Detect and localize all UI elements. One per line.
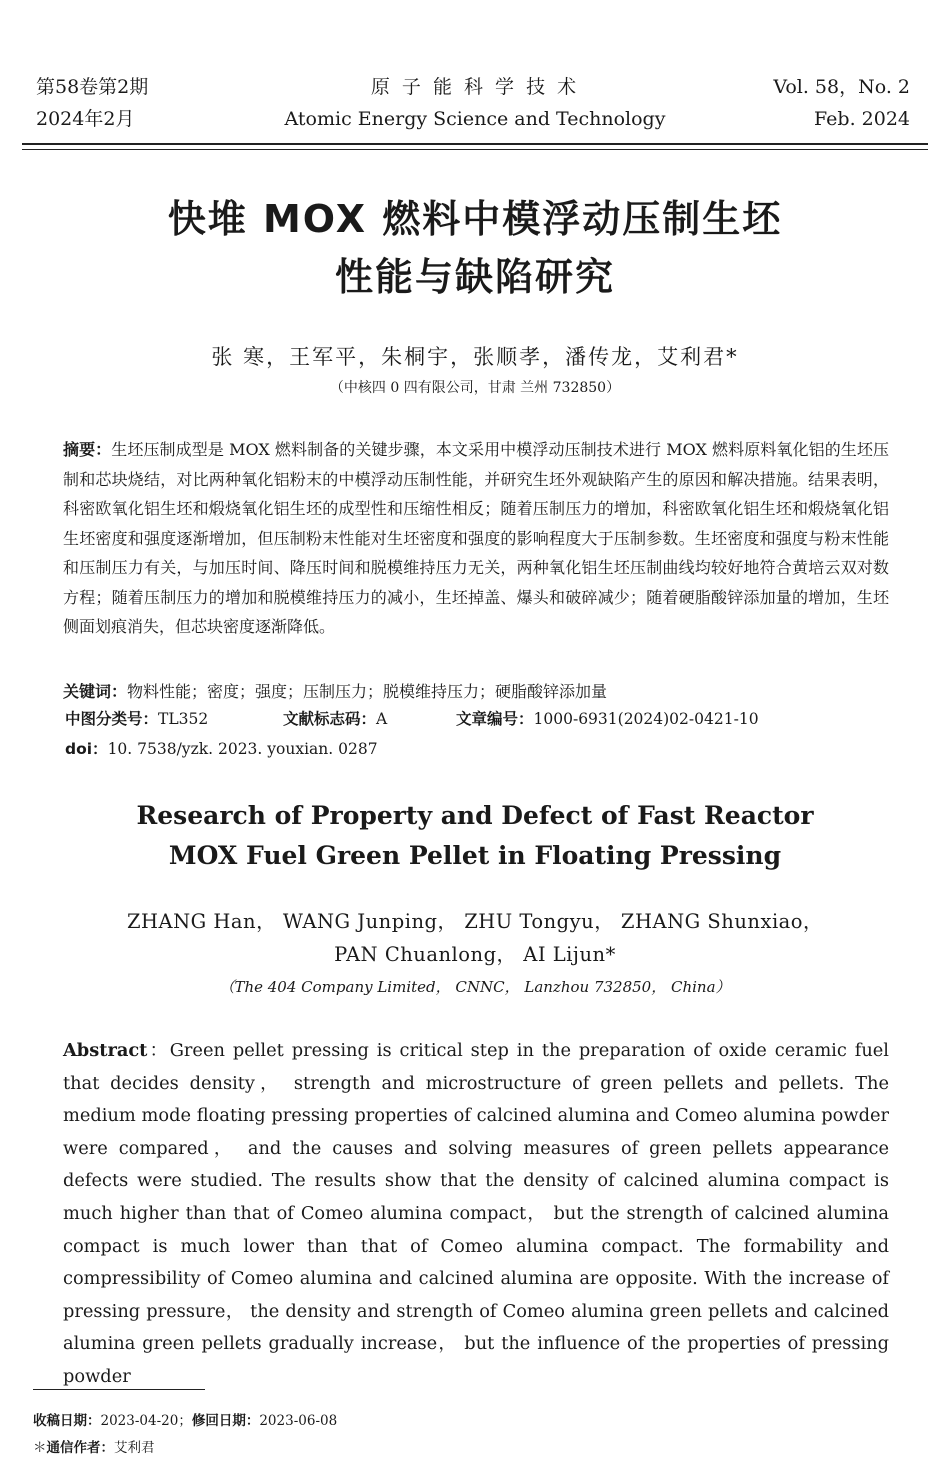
authors-en-line2: PAN Chuanlong， AI Lijun* bbox=[334, 943, 616, 966]
received-date: 2023-04-20 bbox=[100, 1413, 179, 1429]
title-cn-line2: 性能与缺陷研究 bbox=[334, 255, 615, 299]
title-en-line1: Research of Property and Defect of Fast Reactor bbox=[136, 801, 814, 830]
corresponding-mark: ＊ bbox=[33, 1440, 47, 1456]
authors-cn: 张 寒，王军平，朱桐宇，张顺孝，潘传龙，艾利君* bbox=[211, 345, 739, 369]
header-rule-thick bbox=[22, 143, 928, 145]
volume-number-en: Vol. 58，No. 2 bbox=[773, 76, 910, 98]
revised-label: 修回日期： bbox=[191, 1413, 260, 1429]
doi bbox=[65, 738, 378, 760]
doc-code-label: 文献标志码： bbox=[283, 710, 377, 728]
keywords-text: 物料性能；密度；强度；压制压力；脱模维持压力；硬脂酸锌添加量 bbox=[127, 682, 608, 701]
abstract-cn bbox=[63, 435, 889, 642]
revised-date: 2023-06-08 bbox=[259, 1413, 338, 1429]
article-number-value: 1000-6931(2024)02-0421-10 bbox=[533, 710, 759, 728]
article-number bbox=[456, 708, 759, 730]
affiliation-cn: （中核四 0 四有限公司，甘肃 兰州 732850） bbox=[329, 380, 621, 396]
corresponding-label: 通信作者： bbox=[46, 1440, 114, 1456]
title-en-line2: MOX Fuel Green Pellet in Floating Pressing bbox=[168, 841, 782, 870]
doc-code-value: A bbox=[376, 710, 388, 728]
article-number-label: 文章编号： bbox=[456, 710, 534, 728]
corresponding-author: 艾利君 bbox=[114, 1440, 155, 1456]
footnote-corresponding bbox=[33, 1436, 155, 1456]
doi-label: doi： bbox=[65, 740, 108, 758]
footnote-separator: ； bbox=[178, 1413, 192, 1429]
footnote-dates bbox=[33, 1409, 337, 1429]
document-code bbox=[283, 708, 387, 730]
abstract-cn-text: 生坯压制成型是 MOX 燃料制备的关键步骤，本文采用中模浮动压制技术进行 MOX 燃料原料氧化铝的生坯压制和芯块烧结，对比两种氧化铝粉末的中模浮动压制性能，并研究生坯外观缺陷产生的原因和解决措施。结果表明，科密欧氧化铝生坯和煅烧氧化铝生坯的成型性和压缩性相反；随着压制压力的增加，科密欧氧化铝生坯和煅烧氧化铝生坯密度和强度逐渐增加，但压制粉末性能对生坯密度和强度的影响程度大于压制参数。生坯密度和强度与粉末性能和压制压力有关，与加压时间、降压时间和脱模维持压力无关，两种氧化铝生坯压制曲线均较好地符合黄培云双对数方程；随着压制压力的增加和脱模维持压力的减小，生坯掉盖、爆头和破碎减少；随着硬脂酸锌添加量的增加，生坯侧面划痕消失，但芯块密度逐渐降低。 bbox=[63, 440, 889, 636]
abstract-cn-label: 摘要： bbox=[63, 440, 112, 459]
clc-number bbox=[65, 708, 208, 730]
title-cn-line1: 快堆 MOX 燃料中模浮动压制生坯 bbox=[167, 197, 783, 241]
header-rule-thin bbox=[22, 149, 928, 150]
doi-value: 10. 7538/yzk. 2023. youxian. 0287 bbox=[107, 740, 378, 758]
clc-label: 中图分类号： bbox=[65, 710, 159, 728]
issue-date-en: Feb. 2024 bbox=[814, 108, 910, 130]
received-label: 收稿日期： bbox=[33, 1413, 101, 1429]
authors-en-line1: ZHANG Han， WANG Junping， ZHU Tongyu， ZHANG Shunxiao， bbox=[126, 910, 824, 933]
volume-issue: 第58卷第2期 bbox=[36, 76, 149, 98]
abstract-en-label: Abstract bbox=[63, 1040, 148, 1061]
abstract-en-colon: ： bbox=[147, 1040, 170, 1061]
abstract-en-text: Green pellet pressing is critical step in the preparation of oxide ceramic fuel that decides density， strength and microstructure of green pellets and pellets. The medium mode floating pressing properties of calcined alumina and Comeo alumina powder were compared， and the causes and solving measures of green pellets appearance defects were studied. The results show that the density of calcined alumina compact is much higher than that of Comeo alumina compact， but the strength of calcined alumina compact is much lower than that of Comeo alumina compact. The formability and compressibility of Comeo alumina and calcined alumina are opposite. With the increase of pressing pressure， the density and strength of Comeo alumina green pellets and calcined alumina green pellets gradually increase， but the influence of the properties of pressing powder bbox=[63, 1040, 889, 1387]
issue-date: 2024年2月 bbox=[36, 108, 135, 130]
abstract-en bbox=[63, 1035, 889, 1394]
footnote-rule bbox=[33, 1389, 205, 1390]
clc-value: TL352 bbox=[158, 710, 209, 728]
journal-name-en: Atomic Energy Science and Technology bbox=[284, 108, 666, 130]
keywords-label: 关键词： bbox=[63, 682, 128, 701]
journal-name-cn: 原 子 能 科 学 技 术 bbox=[370, 76, 580, 98]
keywords-cn bbox=[63, 677, 889, 707]
affiliation-en: （The 404 Company Limited， CNNC， Lanzhou 732850， China） bbox=[219, 978, 731, 996]
